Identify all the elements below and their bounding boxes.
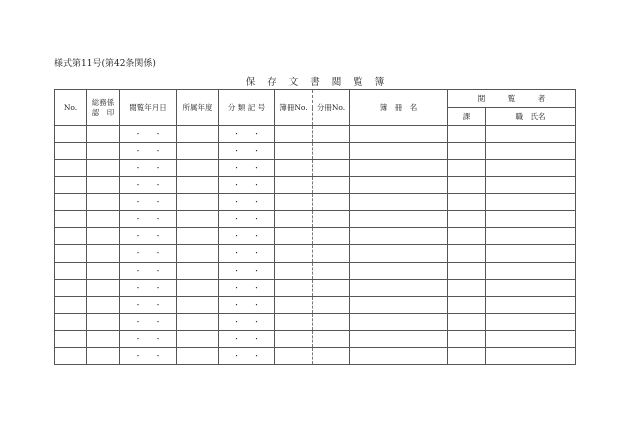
cell-section[interactable] — [448, 313, 486, 330]
separator-dot: ・ — [134, 300, 142, 309]
table-row — [55, 279, 576, 296]
separator-dot: ・ — [134, 334, 142, 343]
title-char: 文 — [288, 77, 299, 88]
table-row — [55, 194, 576, 211]
class-separators — [219, 334, 274, 344]
cell-volume-no[interactable] — [313, 313, 350, 330]
cell-position-name[interactable] — [486, 330, 576, 347]
separator-dot: ・ — [253, 198, 260, 207]
cell-fiscal-year[interactable] — [177, 143, 219, 160]
class-separators — [219, 197, 274, 207]
date-separators — [120, 146, 176, 156]
header-approval-line1: 総務係 — [91, 97, 115, 107]
header-approval-seal — [87, 90, 120, 126]
separator-dot: ・ — [134, 130, 142, 139]
cell-fiscal-year[interactable] — [177, 228, 219, 245]
cell-no[interactable] — [55, 330, 87, 347]
form-number: 様式第11号(第42条関係) — [54, 59, 156, 69]
table-row — [55, 347, 576, 364]
class-separators — [219, 146, 274, 156]
cell-classification[interactable] — [219, 194, 275, 211]
class-separators — [219, 248, 274, 258]
cell-volume-no[interactable] — [313, 160, 350, 177]
cell-section[interactable] — [448, 330, 486, 347]
date-separators — [120, 266, 176, 276]
header-position-name: 職 氏名 — [486, 108, 576, 126]
header-approval-line2: 認 印 — [91, 107, 115, 117]
separator-dot: ・ — [253, 351, 260, 360]
cell-approval-seal[interactable] — [87, 160, 120, 177]
separator-dot: ・ — [233, 130, 240, 139]
cell-no[interactable] — [55, 194, 87, 211]
separator-dot: ・ — [253, 232, 260, 241]
cell-volume-no[interactable] — [313, 279, 350, 296]
table-row — [55, 330, 576, 347]
cell-fiscal-year[interactable] — [177, 245, 219, 262]
table-row — [55, 160, 576, 177]
separator-dot: ・ — [154, 147, 162, 156]
table-row — [55, 211, 576, 228]
date-separators — [120, 334, 176, 344]
separator-dot: ・ — [154, 164, 162, 173]
class-separators — [219, 129, 274, 139]
date-separators — [120, 351, 176, 361]
cell-position-name[interactable] — [486, 262, 576, 279]
title-char: 存 — [267, 77, 277, 88]
cell-fiscal-year[interactable] — [177, 313, 219, 330]
cell-register-no[interactable] — [275, 126, 313, 143]
separator-dot: ・ — [134, 232, 142, 241]
class-separators — [219, 231, 274, 241]
cell-classification[interactable] — [219, 211, 275, 228]
cell-fiscal-year[interactable] — [177, 177, 219, 194]
cell-register-no[interactable] — [275, 160, 313, 177]
date-separators — [120, 214, 176, 224]
cell-register-no[interactable] — [275, 330, 313, 347]
cell-volume-no[interactable] — [313, 211, 350, 228]
cell-register-no[interactable] — [275, 177, 313, 194]
separator-dot: ・ — [233, 351, 240, 360]
separator-dot: ・ — [134, 181, 142, 190]
cell-classification[interactable] — [219, 126, 275, 143]
cell-register-name[interactable] — [350, 279, 448, 296]
separator-dot: ・ — [233, 266, 240, 275]
cell-view-date[interactable] — [120, 279, 177, 296]
cell-view-date[interactable] — [120, 194, 177, 211]
cell-view-date[interactable] — [120, 262, 177, 279]
cell-section[interactable] — [448, 262, 486, 279]
cell-register-name[interactable] — [350, 313, 448, 330]
separator-dot: ・ — [233, 317, 240, 326]
class-separators — [219, 300, 274, 310]
cell-volume-no[interactable] — [313, 262, 350, 279]
title-char: 覧 — [353, 77, 363, 88]
separator-dot: ・ — [253, 317, 260, 326]
cell-volume-no[interactable] — [313, 228, 350, 245]
date-separators — [120, 231, 176, 241]
header-fiscal-year: 所属年度 — [177, 90, 219, 126]
cell-view-date[interactable] — [120, 245, 177, 262]
cell-approval-seal[interactable] — [87, 296, 120, 313]
separator-dot: ・ — [233, 232, 240, 241]
header-classification: 分 類 記 号 — [219, 90, 275, 126]
cell-approval-seal[interactable] — [87, 330, 120, 347]
cell-view-date[interactable] — [120, 330, 177, 347]
cell-no[interactable] — [55, 143, 87, 160]
cell-register-name[interactable] — [350, 126, 448, 143]
cell-section[interactable] — [448, 279, 486, 296]
cell-view-date[interactable] — [120, 347, 177, 364]
cell-position-name[interactable] — [486, 296, 576, 313]
cell-section[interactable] — [448, 228, 486, 245]
separator-dot: ・ — [154, 317, 162, 326]
cell-register-name[interactable] — [350, 347, 448, 364]
cell-volume-no[interactable] — [313, 296, 350, 313]
date-separators — [120, 129, 176, 139]
separator-dot: ・ — [134, 317, 142, 326]
cell-volume-no[interactable] — [313, 194, 350, 211]
cell-no[interactable] — [55, 279, 87, 296]
separator-dot: ・ — [154, 249, 162, 258]
cell-volume-no[interactable] — [313, 347, 350, 364]
separator-dot: ・ — [154, 232, 162, 241]
cell-register-name[interactable] — [350, 211, 448, 228]
separator-dot: ・ — [253, 164, 260, 173]
header-viewer: 閲 覧 者 — [448, 90, 576, 108]
separator-dot: ・ — [134, 266, 142, 275]
separator-dot: ・ — [233, 283, 240, 292]
cell-section[interactable] — [448, 160, 486, 177]
class-separators — [219, 163, 274, 173]
cell-position-name[interactable] — [486, 211, 576, 228]
cell-position-name[interactable] — [486, 126, 576, 143]
separator-dot: ・ — [154, 300, 162, 309]
cell-fiscal-year[interactable] — [177, 330, 219, 347]
cell-fiscal-year[interactable] — [177, 347, 219, 364]
cell-no[interactable] — [55, 211, 87, 228]
header-section: 課 — [448, 108, 486, 126]
cell-volume-no[interactable] — [313, 330, 350, 347]
cell-no[interactable] — [55, 296, 87, 313]
cell-register-no[interactable] — [275, 228, 313, 245]
separator-dot: ・ — [134, 198, 142, 207]
cell-position-name[interactable] — [486, 177, 576, 194]
cell-register-no[interactable] — [275, 296, 313, 313]
cell-no[interactable] — [55, 245, 87, 262]
separator-dot: ・ — [253, 334, 260, 343]
cell-view-date[interactable] — [120, 313, 177, 330]
date-separators — [120, 300, 176, 310]
separator-dot: ・ — [233, 215, 240, 224]
date-separators — [120, 163, 176, 173]
cell-view-date[interactable] — [120, 296, 177, 313]
separator-dot: ・ — [253, 283, 260, 292]
separator-dot: ・ — [253, 215, 260, 224]
separator-dot: ・ — [233, 147, 240, 156]
separator-dot: ・ — [154, 198, 162, 207]
cell-section[interactable] — [448, 347, 486, 364]
cell-fiscal-year[interactable] — [177, 160, 219, 177]
date-separators — [120, 197, 176, 207]
class-separators — [219, 180, 274, 190]
separator-dot: ・ — [154, 130, 162, 139]
table-row — [55, 313, 576, 330]
header-no: No. — [55, 90, 87, 126]
table-row — [55, 296, 576, 313]
cell-fiscal-year[interactable] — [177, 296, 219, 313]
cell-register-no[interactable] — [275, 347, 313, 364]
separator-dot: ・ — [253, 266, 260, 275]
cell-register-name[interactable] — [350, 194, 448, 211]
cell-position-name[interactable] — [486, 194, 576, 211]
cell-approval-seal[interactable] — [87, 194, 120, 211]
separator-dot: ・ — [253, 181, 260, 190]
cell-register-no[interactable] — [275, 194, 313, 211]
table-row — [55, 245, 576, 262]
separator-dot: ・ — [154, 283, 162, 292]
title-char: 保 — [245, 77, 256, 88]
cell-register-name[interactable] — [350, 143, 448, 160]
header-register-name: 簿 冊 名 — [350, 90, 448, 126]
cell-view-date[interactable] — [120, 228, 177, 245]
cell-register-name[interactable] — [350, 330, 448, 347]
cell-view-date[interactable] — [120, 160, 177, 177]
title-char: 閲 — [331, 77, 342, 88]
cell-view-date[interactable] — [120, 177, 177, 194]
cell-section[interactable] — [448, 245, 486, 262]
cell-fiscal-year[interactable] — [177, 211, 219, 228]
cell-no[interactable] — [55, 262, 87, 279]
cell-register-no[interactable] — [275, 245, 313, 262]
date-separators — [120, 248, 176, 258]
separator-dot: ・ — [154, 351, 162, 360]
cell-volume-no[interactable] — [313, 126, 350, 143]
cell-classification[interactable] — [219, 177, 275, 194]
cell-register-name[interactable] — [350, 262, 448, 279]
class-separators — [219, 283, 274, 293]
header-register-no: 簿冊No. — [275, 90, 313, 126]
cell-position-name[interactable] — [486, 279, 576, 296]
separator-dot: ・ — [134, 147, 142, 156]
cell-no[interactable] — [55, 177, 87, 194]
cell-no[interactable] — [55, 347, 87, 364]
cell-view-date[interactable] — [120, 143, 177, 160]
separator-dot: ・ — [253, 249, 260, 258]
separator-dot: ・ — [154, 334, 162, 343]
cell-register-name[interactable] — [350, 228, 448, 245]
cell-register-no[interactable] — [275, 211, 313, 228]
cell-section[interactable] — [448, 211, 486, 228]
cell-approval-seal[interactable] — [87, 347, 120, 364]
cell-classification[interactable] — [219, 160, 275, 177]
separator-dot: ・ — [134, 351, 142, 360]
table-row — [55, 262, 576, 279]
separator-dot: ・ — [233, 198, 240, 207]
cell-no[interactable] — [55, 228, 87, 245]
date-separators — [120, 283, 176, 293]
class-separators — [219, 266, 274, 276]
separator-dot: ・ — [253, 147, 260, 156]
separator-dot: ・ — [233, 181, 240, 190]
separator-dot: ・ — [233, 249, 240, 258]
cell-fiscal-year[interactable] — [177, 262, 219, 279]
cell-approval-seal[interactable] — [87, 262, 120, 279]
cell-register-no[interactable] — [275, 262, 313, 279]
cell-classification[interactable] — [219, 347, 275, 364]
cell-register-name[interactable] — [350, 296, 448, 313]
cell-register-no[interactable] — [275, 279, 313, 296]
cell-position-name[interactable] — [486, 245, 576, 262]
header-view-date: 閲覧年月日 — [120, 90, 177, 126]
cell-no[interactable] — [55, 313, 87, 330]
header-volume-no: 分冊No. — [313, 90, 350, 126]
cell-position-name[interactable] — [486, 347, 576, 364]
cell-fiscal-year[interactable] — [177, 126, 219, 143]
separator-dot: ・ — [134, 249, 142, 258]
cell-approval-seal[interactable] — [87, 177, 120, 194]
date-separators — [120, 317, 176, 327]
cell-classification[interactable] — [219, 330, 275, 347]
cell-approval-seal[interactable] — [87, 143, 120, 160]
cell-fiscal-year[interactable] — [177, 279, 219, 296]
cell-position-name[interactable] — [486, 313, 576, 330]
table-row — [55, 126, 576, 143]
title-char: 書 — [310, 77, 320, 88]
title-char: 簿 — [374, 77, 385, 88]
separator-dot: ・ — [154, 266, 162, 275]
cell-section[interactable] — [448, 126, 486, 143]
cell-approval-seal[interactable] — [87, 211, 120, 228]
cell-fiscal-year[interactable] — [177, 194, 219, 211]
cell-register-name[interactable] — [350, 245, 448, 262]
cell-classification[interactable] — [219, 262, 275, 279]
separator-dot: ・ — [154, 181, 162, 190]
cell-classification[interactable] — [219, 228, 275, 245]
cell-approval-seal[interactable] — [87, 313, 120, 330]
cell-section[interactable] — [448, 143, 486, 160]
cell-classification[interactable] — [219, 296, 275, 313]
cell-classification[interactable] — [219, 245, 275, 262]
cell-approval-seal[interactable] — [87, 228, 120, 245]
separator-dot: ・ — [134, 164, 142, 173]
table-row — [55, 177, 576, 194]
cell-no[interactable] — [55, 126, 87, 143]
cell-position-name[interactable] — [486, 228, 576, 245]
cell-volume-no[interactable] — [313, 177, 350, 194]
separator-dot: ・ — [233, 334, 240, 343]
separator-dot: ・ — [154, 215, 162, 224]
separator-dot: ・ — [253, 130, 260, 139]
cell-classification[interactable] — [219, 313, 275, 330]
class-separators — [219, 351, 274, 361]
cell-volume-no[interactable] — [313, 245, 350, 262]
cell-register-no[interactable] — [275, 313, 313, 330]
cell-section[interactable] — [448, 296, 486, 313]
cell-classification[interactable] — [219, 143, 275, 160]
cell-position-name[interactable] — [486, 143, 576, 160]
date-separators — [120, 180, 176, 190]
class-separators — [219, 214, 274, 224]
separator-dot: ・ — [233, 300, 240, 309]
cell-section[interactable] — [448, 194, 486, 211]
cell-view-date[interactable] — [120, 126, 177, 143]
cell-volume-no[interactable] — [313, 143, 350, 160]
viewing-register-table — [54, 89, 576, 365]
cell-register-no[interactable] — [275, 143, 313, 160]
separator-dot: ・ — [253, 300, 260, 309]
cell-approval-seal[interactable] — [87, 126, 120, 143]
class-separators — [219, 317, 274, 327]
separator-dot: ・ — [233, 164, 240, 173]
form-title — [0, 74, 630, 88]
cell-view-date[interactable] — [120, 211, 177, 228]
cell-section[interactable] — [448, 177, 486, 194]
cell-register-name[interactable] — [350, 177, 448, 194]
cell-approval-seal[interactable] — [87, 279, 120, 296]
cell-position-name[interactable] — [486, 160, 576, 177]
cell-no[interactable] — [55, 160, 87, 177]
table-row — [55, 143, 576, 160]
table-row — [55, 228, 576, 245]
cell-register-name[interactable] — [350, 160, 448, 177]
separator-dot: ・ — [134, 283, 142, 292]
cell-approval-seal[interactable] — [87, 245, 120, 262]
cell-classification[interactable] — [219, 279, 275, 296]
separator-dot: ・ — [134, 215, 142, 224]
